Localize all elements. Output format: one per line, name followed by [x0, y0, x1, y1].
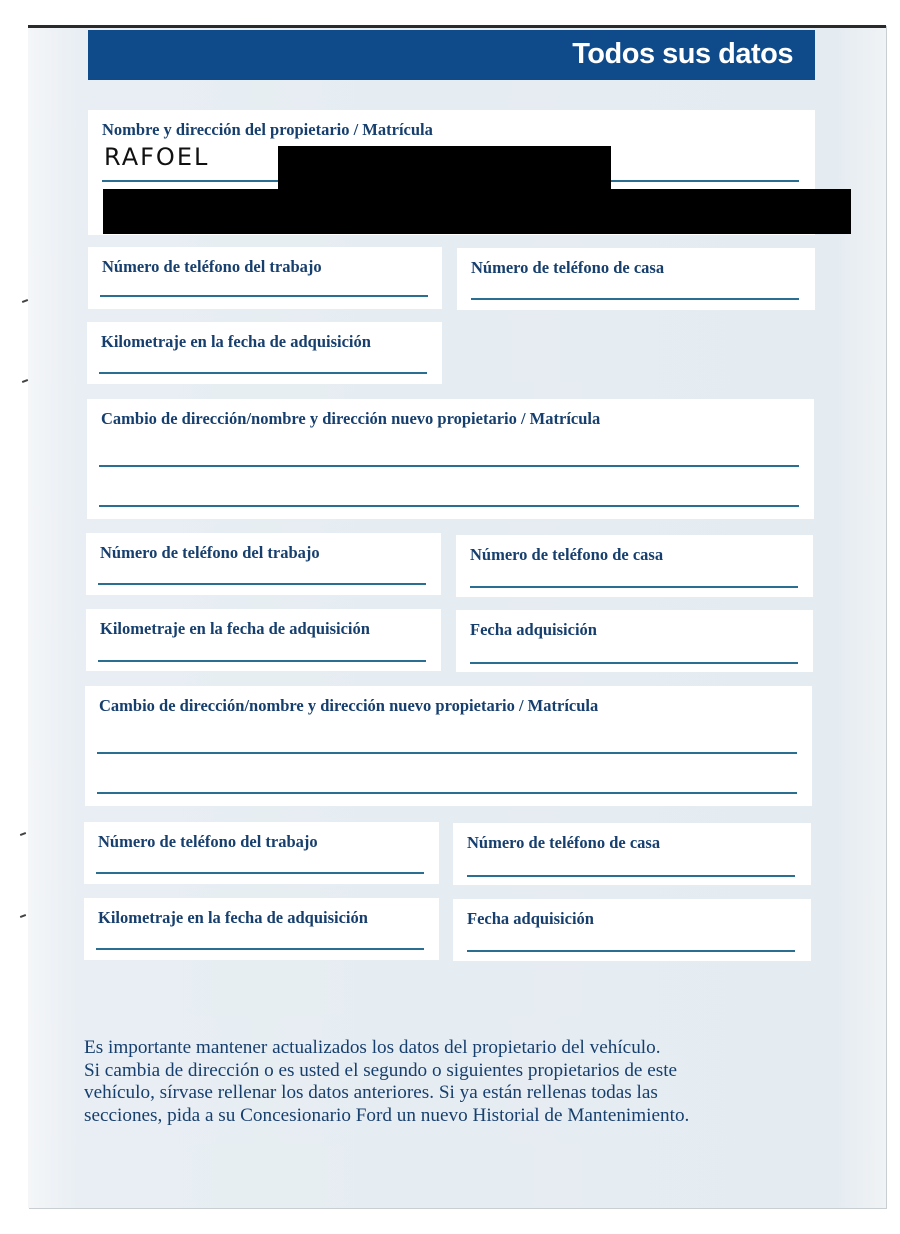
home-phone-label: Número de teléfono de casa — [467, 833, 661, 852]
mileage-field[interactable] — [99, 372, 427, 374]
margin-mark — [20, 914, 26, 918]
footer-note-line: Si cambia de dirección o es usted el segundo o siguientes propietarios de este — [84, 1059, 678, 1081]
date-label: Fecha adquisición — [470, 620, 597, 639]
mileage-field[interactable] — [96, 948, 424, 950]
change-field-line-2[interactable] — [99, 505, 799, 507]
header-bar — [88, 30, 815, 80]
change-label: Cambio de dirección/nombre y dirección nuevo propietario / Matrícula — [101, 409, 601, 428]
date-box-2 — [456, 610, 813, 672]
change-field-line-2[interactable] — [97, 792, 797, 794]
work-phone-field[interactable] — [96, 872, 424, 874]
redaction-block — [278, 146, 611, 192]
change-field-line-1[interactable] — [97, 752, 797, 754]
work-phone-label: Número de teléfono del trabajo — [100, 543, 320, 562]
page-title: Todos sus datos — [572, 38, 793, 70]
home-phone-box-1 — [457, 248, 815, 310]
date-box-3 — [453, 899, 811, 961]
change-label: Cambio de dirección/nombre y dirección nuevo propietario / Matrícula — [99, 696, 599, 715]
work-phone-field[interactable] — [98, 583, 426, 585]
work-phone-box-2 — [86, 533, 441, 595]
home-phone-label: Número de teléfono de casa — [471, 258, 665, 277]
home-phone-box-2 — [456, 535, 813, 597]
work-phone-label: Número de teléfono del trabajo — [102, 257, 322, 276]
mileage-label: Kilometraje en la fecha de adquisición — [98, 908, 368, 927]
work-phone-label: Número de teléfono del trabajo — [98, 832, 318, 851]
footer-note — [84, 1037, 824, 1127]
redaction-block — [103, 189, 851, 234]
home-phone-label: Número de teléfono de casa — [470, 545, 664, 564]
margin-mark — [20, 832, 26, 836]
home-phone-field[interactable] — [471, 298, 799, 300]
mileage-label: Kilometraje en la fecha de adquisición — [100, 619, 370, 638]
mileage-box-3 — [84, 898, 439, 960]
home-phone-field[interactable] — [470, 586, 798, 588]
change-box-3 — [85, 686, 812, 806]
mileage-box-1 — [87, 322, 442, 384]
date-label: Fecha adquisición — [467, 909, 594, 928]
owner-label: Nombre y dirección del propietario / Matrícula — [102, 120, 433, 139]
date-field[interactable] — [470, 662, 798, 664]
work-phone-field[interactable] — [100, 295, 428, 297]
work-phone-box-1 — [88, 247, 442, 309]
mileage-label: Kilometraje en la fecha de adquisición — [101, 332, 371, 351]
footer-note-line: vehículo, sírvase rellenar los datos anteriores. Si ya están rellenas todas las — [84, 1082, 658, 1103]
mileage-box-2 — [86, 609, 441, 671]
change-field-line-1[interactable] — [99, 465, 799, 467]
footer-note-line: Es importante mantener actualizados los datos del propietario del vehículo. — [84, 1037, 661, 1058]
mileage-field[interactable] — [98, 660, 426, 662]
owner-handwritten-name: RAFOEL — [104, 143, 210, 171]
footer-note-line: secciones, pida a su Concesionario Ford un nuevo Historial de Mantenimiento. — [84, 1104, 690, 1126]
date-field[interactable] — [467, 950, 795, 952]
home-phone-field[interactable] — [467, 875, 795, 877]
change-box-2 — [87, 399, 814, 519]
work-phone-box-3 — [84, 822, 439, 884]
home-phone-box-3 — [453, 823, 811, 885]
